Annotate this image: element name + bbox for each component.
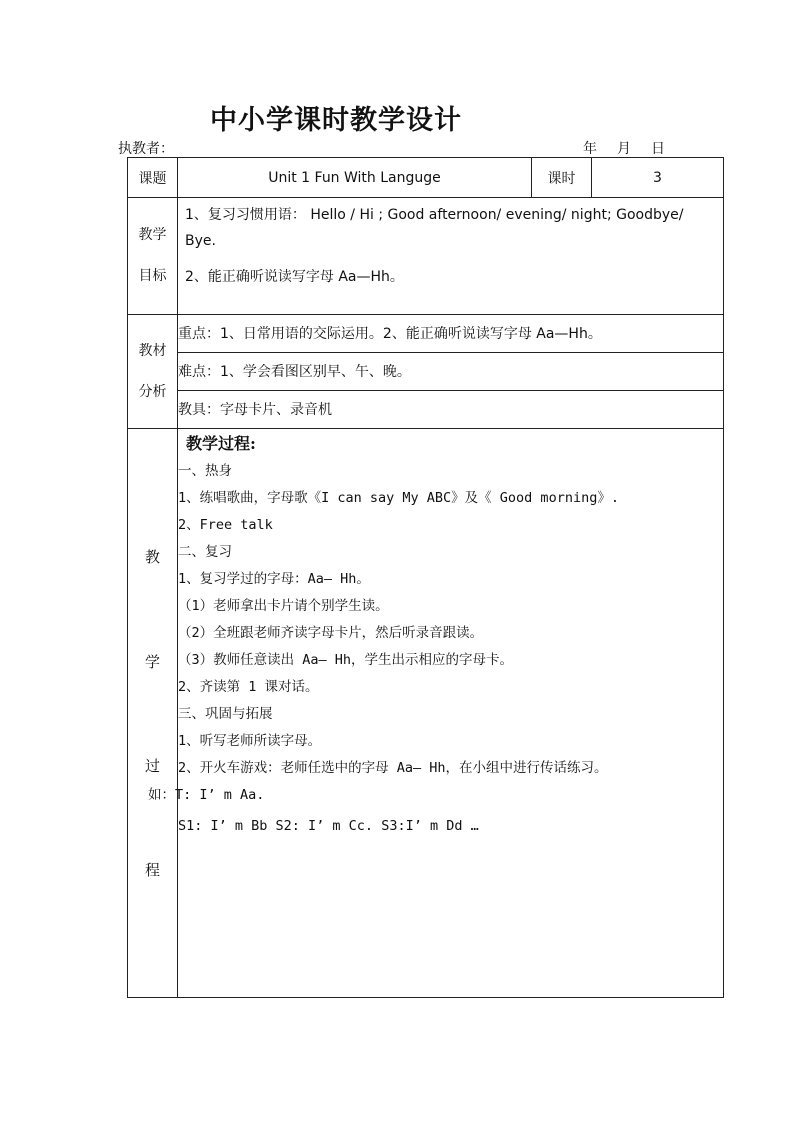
process-label-char-3: 过: [144, 757, 160, 775]
process-row: [128, 429, 724, 998]
topic-label: 课题: [128, 158, 178, 198]
process-title: 教学过程:: [186, 434, 256, 453]
process-line: 1、练唱歌曲，字母歌《I can say My ABC》及《 Good morning》.: [178, 490, 619, 506]
topic-value: Unit 1 Fun With Languge: [178, 158, 532, 198]
analysis-label: [128, 315, 178, 429]
teaching-tools: 教具：字母卡片、录音机: [178, 391, 724, 429]
process-line: （3）教师任意读出 Aa— Hh，学生出示相应的字母卡。: [178, 652, 514, 668]
process-line: 1、听写老师所读字母。: [178, 733, 322, 749]
process-line: 一、热身: [178, 463, 232, 479]
day-label: 日: [651, 141, 665, 157]
process-content: [148, 429, 724, 998]
process-line: S1: I’ m Bb S2: I’ m Cc. S3:I’ m Dd …: [178, 818, 479, 834]
goal-label: [128, 198, 178, 315]
process-label: [128, 429, 178, 998]
goal-line-2: Bye.: [185, 233, 216, 249]
goal-label-line-1: 教学: [138, 227, 167, 243]
difficulties: 难点：1、学会看图区别早、午、晚。: [178, 353, 724, 391]
date-fields: [583, 138, 665, 158]
process-line: 如：T: I’ m Aa.: [148, 787, 265, 803]
goal-line-1: 1、复习习惯用语： Hello / Hi ; Good afternoon/ evening/ night; Goodbye/: [185, 207, 684, 223]
tools-row: [128, 391, 724, 429]
process-label-char-2: 学: [144, 653, 160, 671]
analysis-label-line-2: 分析: [138, 383, 167, 400]
process-label-char-1: 教: [144, 548, 160, 566]
process-line: 2、开火车游戏：老师任选中的字母 Aa— Hh，在小组中进行传话练习。: [178, 760, 608, 776]
process-line: 三、巩固与拓展: [178, 706, 273, 722]
process-label-char-4: 程: [144, 861, 160, 879]
goal-row: [128, 198, 724, 315]
lesson-plan-table: [127, 157, 724, 998]
process-line: （1）老师拿出卡片请个别学生读。: [178, 598, 389, 614]
analysis-label-line-1: 教材: [138, 342, 167, 359]
page-title: 中小学课时教学设计: [210, 105, 462, 136]
year-label: 年: [583, 141, 597, 157]
teacher-label: 执教者：: [118, 141, 174, 157]
key-points: 重点：1、日常用语的交际运用。2、能正确听说读写字母 Aa—Hh。: [178, 315, 724, 353]
month-label: 月: [617, 141, 631, 157]
goal-content: [178, 198, 724, 315]
process-line: 2、Free talk: [178, 517, 273, 533]
process-line: （2）全班跟老师齐读字母卡片，然后听录音跟读。: [178, 625, 484, 641]
process-line: 1、复习学过的字母：Aa— Hh。: [178, 571, 370, 587]
topic-row: [128, 158, 724, 198]
period-label: 课时: [532, 158, 592, 198]
difficulties-row: [128, 353, 724, 391]
goal-line-3: 2、能正确听说读写字母 Aa—Hh。: [185, 269, 404, 285]
process-line: 二、复习: [178, 544, 232, 560]
goal-label-line-2: 目标: [138, 268, 167, 284]
period-value: 3: [592, 158, 724, 198]
key-points-row: [128, 315, 724, 353]
process-line: 2、齐读第 1 课对话。: [178, 679, 319, 695]
